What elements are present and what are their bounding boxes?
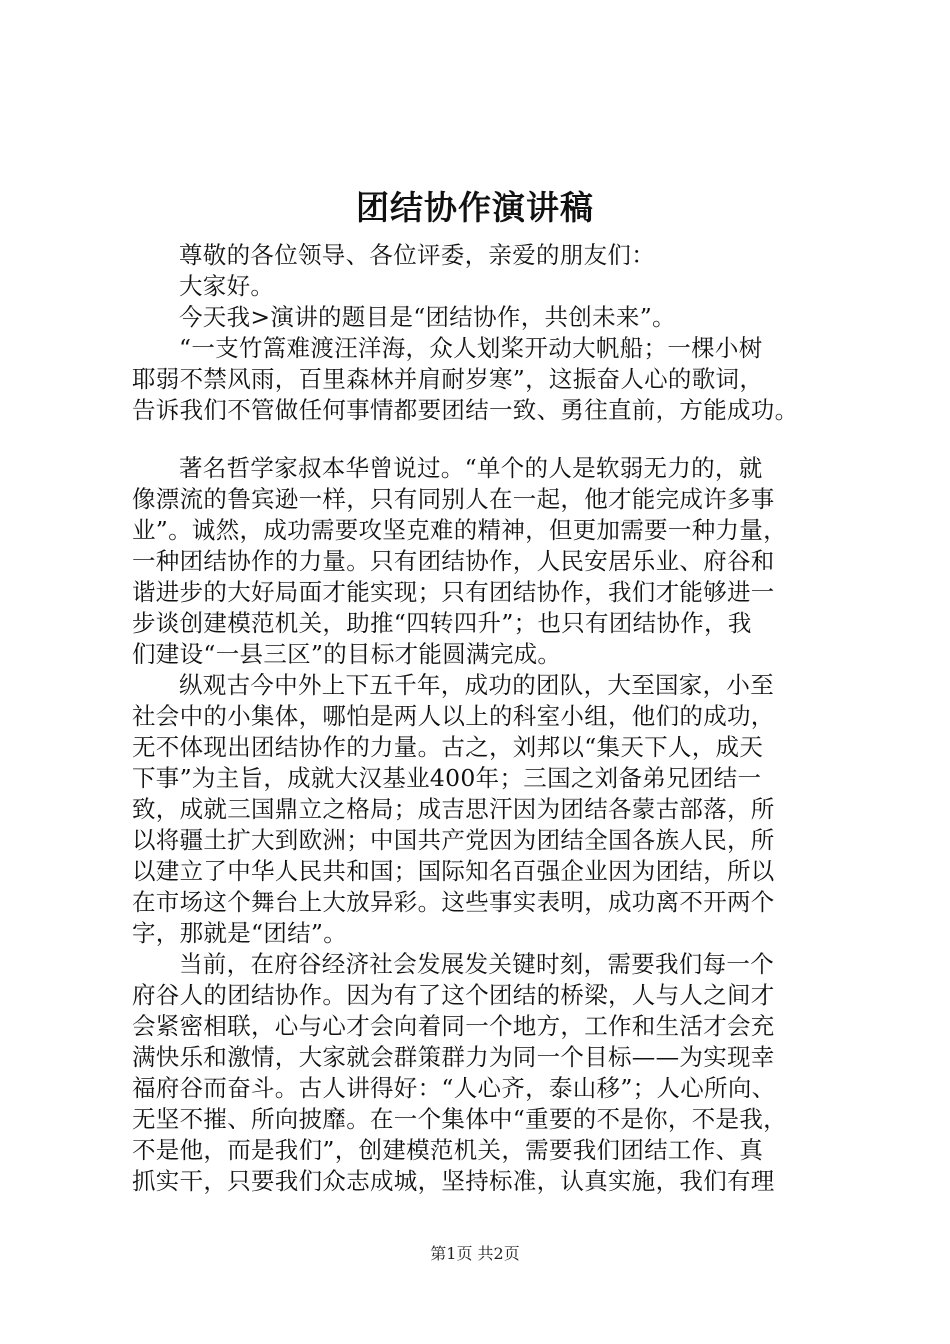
page-footer: 第1页 共2页: [430, 1244, 520, 1263]
text-line: 告诉我们不管做任何事情都要团结一致、勇往直前，方能成功。: [132, 396, 799, 424]
text-line: 下事”为主旨，成就大汉基业400年；三国之刘备弟兄团结一: [132, 764, 762, 792]
topic-line: 今天我>演讲的题目是“团结协作，共创未来”。: [179, 303, 676, 331]
text-line: 以将疆土扩大到欧洲；中国共产党因为团结全国各族人民，所: [132, 826, 775, 854]
text-line: 府谷人的团结协作。因为有了这个团结的桥梁，人与人之间才: [132, 981, 775, 1009]
text-line: 福府谷而奋斗。古人讲得好：“人心齐，泰山移”；人心所向、: [132, 1074, 776, 1102]
text-line: 致，成就三国鼎立之格局；成吉思汗因为团结各蒙古部落，所: [132, 795, 775, 823]
text-line: 们建设“一县三区”的目标才能圆满完成。: [132, 640, 562, 668]
text-line: 不是他，而是我们”，创建模范机关，需要我们团结工作、真: [132, 1136, 764, 1164]
blank-line: [132, 426, 844, 453]
text-line: 谐进步的大好局面才能实现；只有团结协作，我们才能够进一: [132, 578, 775, 606]
text-line: 当前，在府谷经济社会发展发关键时刻，需要我们每一个: [179, 950, 774, 978]
text-line: 会紧密相联，心与心才会向着同一个地方，工作和生活才会充: [132, 1012, 775, 1040]
text-line: “一支竹篙难渡汪洋海，众人划桨开动大帆船；一棵小树: [179, 334, 763, 362]
text-line: 无不体现出团结协作的力量。古之，刘邦以“集天下人，成天: [132, 733, 764, 761]
text-line: 满快乐和激情，大家就会群策群力为同一个目标——为实现幸: [132, 1043, 775, 1071]
text-line: 字，那就是“团结”。: [132, 919, 348, 947]
text-line: 一种团结协作的力量。只有团结协作，人民安居乐业、府谷和: [132, 547, 775, 575]
document-body: [132, 240, 844, 1197]
salutation-line: 尊敬的各位领导、各位评委，亲爱的朋友们：: [179, 241, 655, 269]
text-line: 抓实干，只要我们众志成城，坚持标准，认真实施，我们有理: [132, 1167, 775, 1195]
text-line: 耶弱不禁风雨，百里森林并肩耐岁寒”，这振奋人心的歌词，: [132, 365, 764, 393]
text-line: 像漂流的鲁宾逊一样，只有同别人在一起，他才能完成许多事: [132, 485, 775, 513]
greeting-line: 大家好。: [179, 272, 275, 300]
text-line: 著名哲学家叔本华曾说过。“单个的人是软弱无力的，就: [179, 454, 763, 482]
document-title: 团结协作演讲稿: [356, 188, 594, 227]
text-line: 纵观古今中外上下五千年，成功的团队，大至国家，小至: [179, 671, 774, 699]
text-line: 步谈创建模范机关，助推“四转四升”；也只有团结协作，我: [132, 609, 752, 637]
text-line: 业”。诚然，成功需要攻坚克难的精神，但更加需要一种力量，: [132, 516, 787, 544]
text-line: 以建立了中华人民共和国；国际知名百强企业因为团结，所以: [132, 857, 775, 885]
text-line: 无坚不摧、所向披靡。在一个集体中“重要的不是你，不是我，: [132, 1105, 787, 1133]
text-line: 在市场这个舞台上大放异彩。这些事实表明，成功离不开两个: [132, 888, 775, 916]
text-line: 社会中的小集体，哪怕是两人以上的科室小组，他们的成功，: [132, 702, 775, 730]
